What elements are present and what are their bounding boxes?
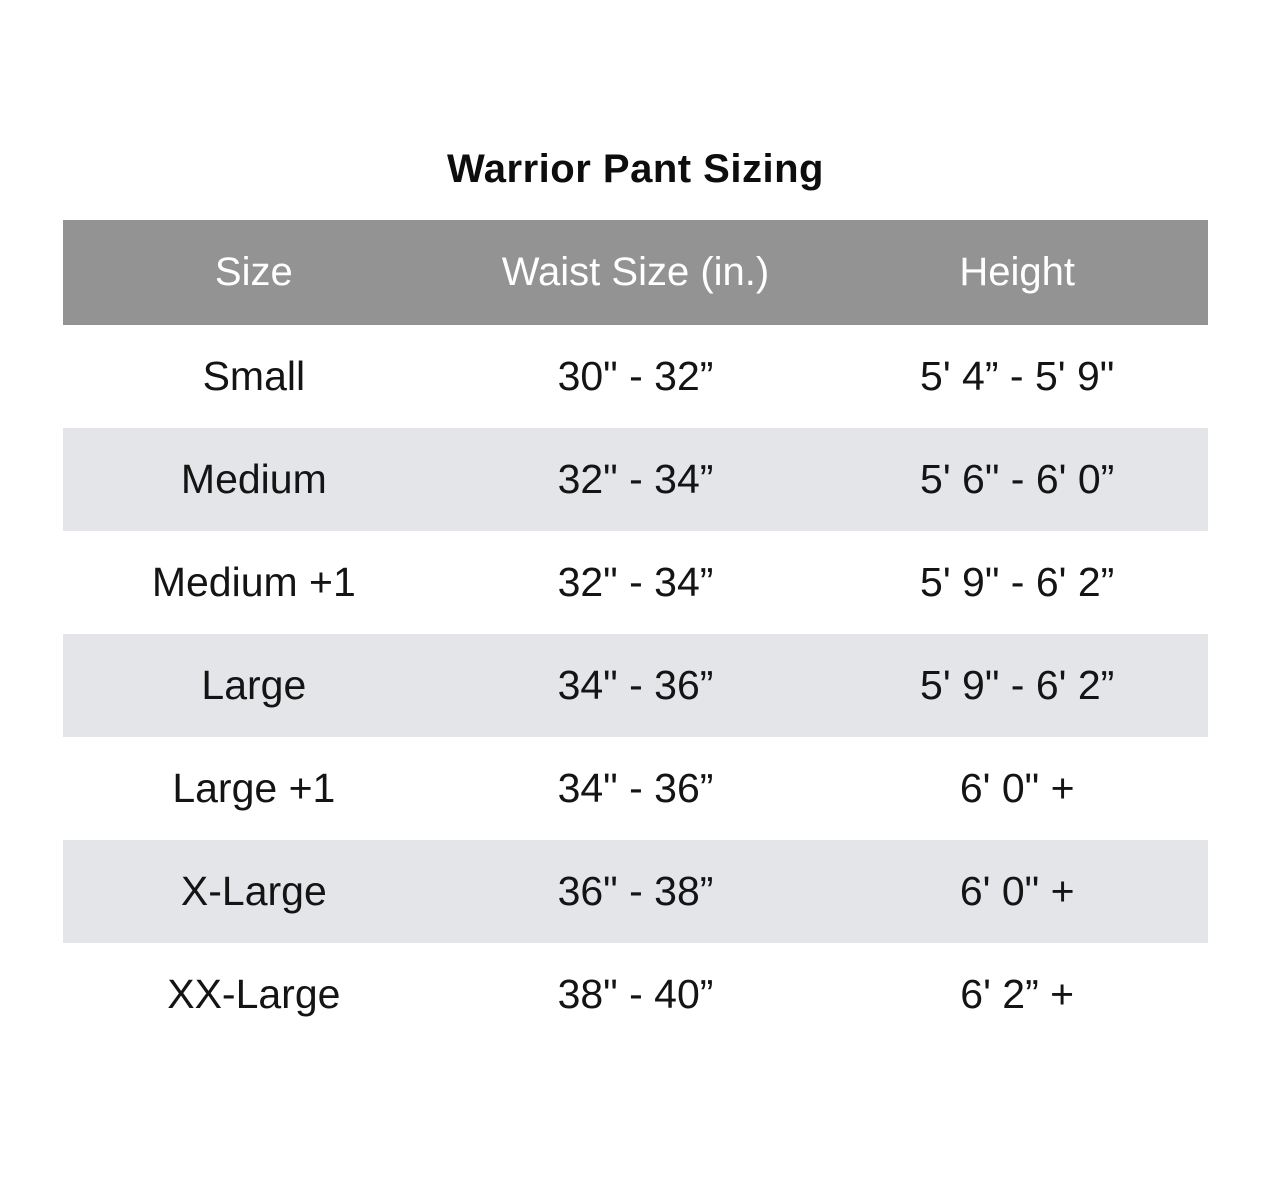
sizing-table <box>63 220 1208 1046</box>
column-header-size: Size <box>214 250 293 294</box>
waist-cell: 36" - 38” <box>557 868 714 914</box>
size-cell: Small <box>202 353 306 399</box>
size-cell: XX-Large <box>167 971 341 1017</box>
table-row-large <box>63 634 1208 737</box>
waist-cell: 34" - 36” <box>557 662 714 708</box>
waist-cell: 34" - 36” <box>557 765 714 811</box>
table-row-large-plus-1 <box>63 737 1208 840</box>
column-header-waist: Waist Size (in.) <box>501 250 770 294</box>
table-row-medium-plus-1 <box>63 531 1208 634</box>
size-cell: Large +1 <box>172 765 336 811</box>
waist-cell: 38" - 40” <box>557 971 714 1017</box>
size-cell: X-Large <box>180 868 327 914</box>
table-row-x-large <box>63 840 1208 943</box>
height-cell: 6' 2” + <box>960 971 1075 1017</box>
table-row-small <box>63 325 1208 428</box>
height-cell: 6' 0" + <box>959 765 1075 811</box>
height-cell: 5' 6" - 6' 0” <box>920 456 1115 502</box>
waist-cell: 30" - 32” <box>557 353 714 399</box>
column-header-height: Height <box>959 250 1075 294</box>
height-cell: 6' 0" + <box>959 868 1075 914</box>
size-cell: Medium +1 <box>151 559 356 605</box>
page-title: Warrior Pant Sizing <box>447 147 824 191</box>
waist-cell: 32" - 34” <box>557 559 714 605</box>
size-cell: Medium <box>180 456 327 502</box>
table-row-xx-large <box>63 943 1208 1046</box>
table-row-medium <box>63 428 1208 531</box>
table-header-row <box>63 220 1208 325</box>
waist-cell: 32" - 34” <box>557 456 714 502</box>
size-cell: Large <box>201 662 307 708</box>
height-cell: 5' 9" - 6' 2” <box>920 662 1115 708</box>
height-cell: 5' 9" - 6' 2” <box>920 559 1115 605</box>
height-cell: 5' 4” - 5' 9" <box>920 353 1115 399</box>
